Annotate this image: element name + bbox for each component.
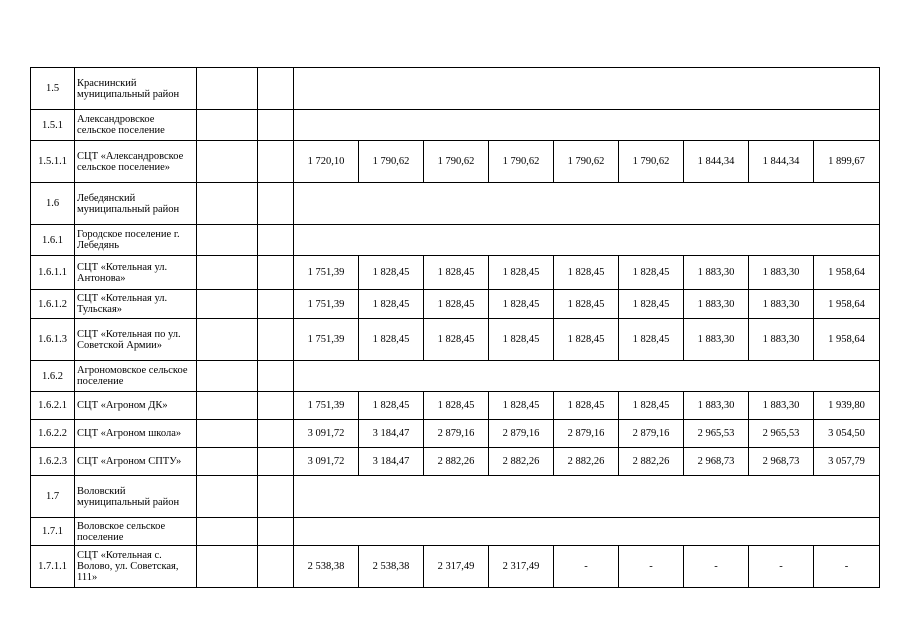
table-row: [31, 110, 880, 141]
tariff-value: 2 879,16: [619, 420, 684, 448]
blank-cell: [197, 476, 258, 518]
tariff-value: 1 828,45: [619, 319, 684, 361]
tariff-value: -: [814, 546, 880, 588]
table-row: [31, 420, 880, 448]
row-name: СЦТ «Агроном школа»: [75, 420, 197, 448]
row-name: Агрономовское сельское поселение: [75, 361, 197, 392]
tariff-value: 2 882,26: [554, 448, 619, 476]
blank-cell: [197, 68, 258, 110]
tariff-value: 3 091,72: [294, 420, 359, 448]
tariff-value: 2 317,49: [489, 546, 554, 588]
row-number: 1.6.1: [31, 225, 75, 256]
tariff-value: 1 828,45: [359, 319, 424, 361]
table-row: [31, 141, 880, 183]
table-row: [31, 476, 880, 518]
tariff-value: 1 883,30: [749, 392, 814, 420]
blank-cell: [258, 448, 294, 476]
table-row: [31, 256, 880, 290]
blank-cell: [197, 290, 258, 319]
blank-cell: [197, 392, 258, 420]
blank-cell: [258, 183, 294, 225]
tariff-value: -: [749, 546, 814, 588]
tariff-value: 1 828,45: [619, 392, 684, 420]
tariff-value: -: [554, 546, 619, 588]
tariff-value: 1 828,45: [554, 392, 619, 420]
tariff-value: 2 882,26: [619, 448, 684, 476]
tariff-value: 2 882,26: [489, 448, 554, 476]
row-number: 1.6.2.3: [31, 448, 75, 476]
blank-cell: [197, 319, 258, 361]
tariff-value: 2 968,73: [749, 448, 814, 476]
row-number: 1.6.2.2: [31, 420, 75, 448]
tariff-value: 3 091,72: [294, 448, 359, 476]
row-number: 1.6.2.1: [31, 392, 75, 420]
blank-cell: [258, 141, 294, 183]
blank-cell: [258, 68, 294, 110]
blank-cell: [197, 518, 258, 546]
tariff-value: 1 883,30: [749, 319, 814, 361]
blank-cell: [258, 518, 294, 546]
blank-cell: [258, 110, 294, 141]
tariff-table: [30, 67, 880, 588]
blank-cell: [197, 448, 258, 476]
row-number: 1.7: [31, 476, 75, 518]
tariff-value: 1 751,39: [294, 319, 359, 361]
blank-cell: [197, 420, 258, 448]
row-name: Александровское сельское поселение: [75, 110, 197, 141]
tariff-value: 3 184,47: [359, 448, 424, 476]
tariff-value: 1 883,30: [749, 290, 814, 319]
tariff-value: 1 790,62: [359, 141, 424, 183]
tariff-value: 1 828,45: [554, 290, 619, 319]
blank-cell: [258, 546, 294, 588]
tariff-value: 2 317,49: [424, 546, 489, 588]
table-row: [31, 518, 880, 546]
tariff-value: 2 882,26: [424, 448, 489, 476]
tariff-value: 1 883,30: [684, 256, 749, 290]
row-name: Воловское сельское поселение: [75, 518, 197, 546]
row-number: 1.5.1: [31, 110, 75, 141]
tariff-value: 1 883,30: [684, 319, 749, 361]
row-number: 1.6.1.1: [31, 256, 75, 290]
tariff-value: 1 828,45: [424, 319, 489, 361]
tariff-value: 1 790,62: [619, 141, 684, 183]
tariff-value: 1 828,45: [619, 290, 684, 319]
tariff-value: 1 828,45: [554, 256, 619, 290]
empty-merged-cell: [294, 476, 880, 518]
tariff-value: 1 844,34: [684, 141, 749, 183]
table-row: [31, 225, 880, 256]
table-row: [31, 546, 880, 588]
row-name: СЦТ «Александровское сельское поселение»: [75, 141, 197, 183]
row-number: 1.5.1.1: [31, 141, 75, 183]
tariff-value: 1 828,45: [489, 392, 554, 420]
tariff-value: 1 828,45: [489, 319, 554, 361]
tariff-value: 1 883,30: [749, 256, 814, 290]
tariff-value: 2 879,16: [554, 420, 619, 448]
row-number: 1.6.2: [31, 361, 75, 392]
empty-merged-cell: [294, 110, 880, 141]
blank-cell: [197, 361, 258, 392]
row-name: СЦТ «Котельная ул. Антонова»: [75, 256, 197, 290]
empty-merged-cell: [294, 68, 880, 110]
blank-cell: [197, 110, 258, 141]
empty-merged-cell: [294, 518, 880, 546]
tariff-value: 2 965,53: [749, 420, 814, 448]
row-number: 1.7.1.1: [31, 546, 75, 588]
tariff-value: 1 828,45: [424, 256, 489, 290]
tariff-value: 3 057,79: [814, 448, 880, 476]
row-name: СЦТ «Котельная с. Волово, ул. Советская, 111»: [75, 546, 197, 588]
tariff-value: 1 958,64: [814, 256, 880, 290]
table-row: [31, 290, 880, 319]
tariff-value: 1 790,62: [554, 141, 619, 183]
tariff-value: 1 828,45: [619, 256, 684, 290]
row-name: СЦТ «Агроном СПТУ»: [75, 448, 197, 476]
tariff-value: 1 939,80: [814, 392, 880, 420]
tariff-value: 2 965,53: [684, 420, 749, 448]
blank-cell: [258, 319, 294, 361]
tariff-value: 2 538,38: [294, 546, 359, 588]
tariff-value: 1 828,45: [489, 290, 554, 319]
table-row: [31, 68, 880, 110]
empty-merged-cell: [294, 361, 880, 392]
tariff-value: 1 720,10: [294, 141, 359, 183]
row-number: 1.6.1.2: [31, 290, 75, 319]
tariff-value: 1 958,64: [814, 319, 880, 361]
tariff-value: 1 828,45: [424, 392, 489, 420]
row-name: Воловский муниципальный район: [75, 476, 197, 518]
empty-merged-cell: [294, 225, 880, 256]
tariff-value: 1 790,62: [424, 141, 489, 183]
tariff-value: -: [684, 546, 749, 588]
table-row: [31, 319, 880, 361]
blank-cell: [197, 225, 258, 256]
tariff-value: 1 844,34: [749, 141, 814, 183]
tariff-value: 1 828,45: [554, 319, 619, 361]
tariff-value: 1 828,45: [489, 256, 554, 290]
row-name: СЦТ «Котельная по ул. Советской Армии»: [75, 319, 197, 361]
row-number: 1.7.1: [31, 518, 75, 546]
tariff-value: 1 828,45: [359, 256, 424, 290]
blank-cell: [197, 141, 258, 183]
blank-cell: [258, 392, 294, 420]
row-name: Городское поселение г. Лебедянь: [75, 225, 197, 256]
tariff-value: 3 184,47: [359, 420, 424, 448]
row-name: Краснинский муниципальный район: [75, 68, 197, 110]
table-row: [31, 361, 880, 392]
tariff-value: 2 538,38: [359, 546, 424, 588]
tariff-value: 1 751,39: [294, 256, 359, 290]
blank-cell: [197, 546, 258, 588]
tariff-value: 1 790,62: [489, 141, 554, 183]
row-number: 1.6.1.3: [31, 319, 75, 361]
row-name: СЦТ «Агроном ДК»: [75, 392, 197, 420]
blank-cell: [197, 183, 258, 225]
tariff-value: 1 751,39: [294, 290, 359, 319]
tariff-value: 1 958,64: [814, 290, 880, 319]
row-name: Лебедянский муниципальный район: [75, 183, 197, 225]
blank-cell: [258, 420, 294, 448]
tariff-value: 3 054,50: [814, 420, 880, 448]
table-row: [31, 392, 880, 420]
blank-cell: [258, 290, 294, 319]
blank-cell: [258, 256, 294, 290]
tariff-value: 1 899,67: [814, 141, 880, 183]
row-number: 1.6: [31, 183, 75, 225]
tariff-value: 2 968,73: [684, 448, 749, 476]
blank-cell: [197, 256, 258, 290]
tariff-value: 1 751,39: [294, 392, 359, 420]
tariff-value: 1 828,45: [359, 290, 424, 319]
row-name: СЦТ «Котельная ул. Тульская»: [75, 290, 197, 319]
blank-cell: [258, 476, 294, 518]
tariff-value: 2 879,16: [489, 420, 554, 448]
tariff-value: 2 879,16: [424, 420, 489, 448]
tariff-value: -: [619, 546, 684, 588]
blank-cell: [258, 225, 294, 256]
tariff-value: 1 883,30: [684, 290, 749, 319]
tariff-value: 1 883,30: [684, 392, 749, 420]
row-number: 1.5: [31, 68, 75, 110]
tariff-value: 1 828,45: [424, 290, 489, 319]
table-row: [31, 183, 880, 225]
tariff-value: 1 828,45: [359, 392, 424, 420]
blank-cell: [258, 361, 294, 392]
tariff-table-body: [31, 68, 880, 588]
table-row: [31, 448, 880, 476]
empty-merged-cell: [294, 183, 880, 225]
